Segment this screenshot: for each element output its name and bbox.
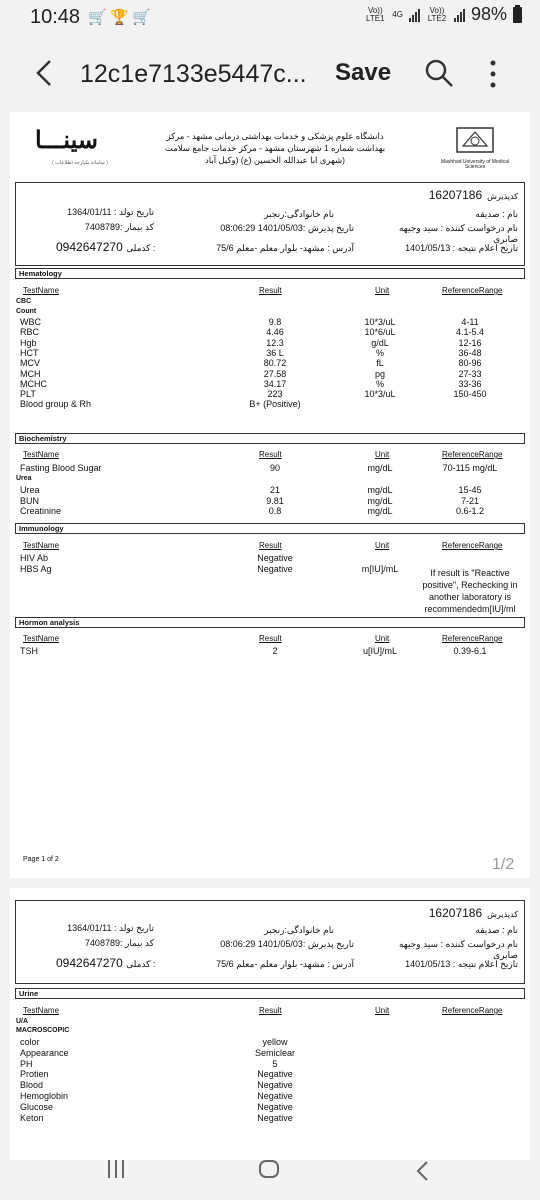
test-reference: 0.6-1.2 — [455, 506, 485, 516]
test-name: Hemoglobin — [20, 1091, 69, 1101]
patient-code: کد بیمار :7408789 — [84, 222, 154, 232]
test-unit: mg/dL — [367, 485, 393, 495]
test-result: Negative — [257, 1069, 293, 1080]
institution-line-3: (شهری ابا عبدالله الحسین (ع) (وکیل آباد — [205, 155, 345, 165]
institution-line-1: دانشگاه علوم پزشکی و خدمات بهداشتی درمانی مشهد - مرکز — [166, 131, 384, 141]
table-row — [15, 1037, 525, 1048]
test-reference: 150-450 — [453, 389, 487, 400]
test-name: Hgb — [20, 337, 37, 348]
test-name: Creatinine — [20, 506, 62, 516]
test-result: Negative — [257, 1091, 293, 1101]
test-result: 223 — [267, 389, 283, 400]
test-name: color — [20, 1037, 40, 1047]
result-date: تاریخ اعلام نتیجه : 1401/05/13 — [405, 243, 518, 253]
section-hormon-analysis: Hormon analysis — [15, 617, 525, 628]
university-emblem-icon — [435, 124, 515, 158]
test-name: TSH — [20, 646, 38, 656]
group-macroscopic: MACROSCOPIC — [16, 1027, 70, 1034]
table-row — [15, 1091, 525, 1102]
page-counter: 1/2 — [492, 856, 515, 873]
group-urea: Urea — [16, 475, 32, 482]
logo-text: سینـــا — [35, 127, 98, 154]
patient-family: نام خانوادگی:رنجبر — [264, 209, 334, 219]
test-reference: 0.39-6.1 — [453, 646, 487, 656]
section-immunology: Immunology — [15, 523, 525, 534]
test-name: Keton — [20, 1112, 44, 1123]
birth-date-2: تاریخ تولد : 1364/01/11 — [67, 923, 154, 933]
test-name: Urea — [20, 485, 40, 495]
save-button[interactable]: Save — [335, 59, 392, 86]
test-unit: 10*3/uL — [364, 389, 396, 400]
test-name: BUN — [20, 495, 40, 506]
column-headers-urine: TestName Result Unit ReferenceRange — [23, 1006, 503, 1015]
battery-icon — [513, 7, 522, 23]
test-result: Negative — [257, 553, 293, 563]
test-reference: 7-21 — [460, 495, 479, 506]
test-reference: 4-11 — [461, 317, 479, 327]
table-row — [15, 553, 525, 564]
birth-date: تاریخ تولد : 1364/01/11 — [67, 207, 154, 217]
test-unit: u[IU]/mL — [362, 646, 397, 656]
test-result: B+ (Positive) — [249, 399, 301, 410]
test-result: Negative — [257, 1101, 293, 1112]
group-count: Count — [16, 308, 37, 315]
test-name: Glucose — [20, 1101, 54, 1112]
institution-header — [145, 130, 405, 166]
recent-apps-icon[interactable] — [108, 1160, 129, 1183]
test-result: 5 — [272, 1058, 278, 1069]
network-label-1: Vo)) LTE1 — [366, 5, 385, 23]
table-row — [15, 1059, 525, 1070]
file-title: 12c1e7133e5447c... — [80, 60, 307, 88]
patient-address-2: آدرس : مشهد- بلوار معلم -معلم 75/6 — [216, 959, 354, 969]
test-result: 21 — [269, 485, 280, 495]
test-reference: 27-33 — [458, 368, 482, 379]
table-row — [15, 463, 525, 474]
test-unit: % — [375, 347, 384, 358]
admission-code-2: کدپذیرش 16207186 — [428, 906, 518, 920]
table-row — [15, 496, 525, 507]
requester: نام درخواست کننده : سید وجیهه — [398, 223, 518, 233]
result-date-2: تاریخ اعلام نتیجه : 1401/05/13 — [405, 959, 518, 969]
test-result: 4.46 — [266, 327, 284, 338]
admission-date-2: تاریخ پذیرش :1401/05/03 08:06:29 — [220, 939, 354, 949]
battery-percent: 98% — [470, 4, 507, 24]
page-footer: Page 1 of 2 — [23, 856, 59, 863]
table-row — [15, 399, 525, 410]
table-row — [15, 1048, 525, 1059]
column-headers-immunology: TestName Result Unit ReferenceRange — [23, 541, 503, 550]
table-row — [15, 1102, 525, 1113]
test-name: Blood group & Rh — [20, 399, 92, 410]
test-result: 2 — [272, 646, 278, 656]
signal-icon-2 — [454, 8, 465, 22]
patient-info-box — [15, 182, 525, 266]
table-row — [15, 485, 525, 496]
test-result: Semiclear — [254, 1047, 295, 1058]
section-biochemistry: Biochemistry — [15, 433, 525, 444]
requester-line-2: صابری — [493, 234, 518, 244]
table-row — [15, 646, 525, 657]
cart-notification-icon: 🛒 — [88, 9, 107, 26]
network-label-3: Vo)) LTE2 — [427, 5, 447, 23]
admission-code: کدپذیرش 16207186 — [428, 188, 518, 202]
section-hematology: Hematology — [15, 268, 525, 279]
test-name: HIV Ab — [20, 553, 49, 563]
test-result: 12.3 — [266, 337, 284, 348]
test-name: MCH — [20, 368, 41, 379]
app-bar — [0, 36, 540, 112]
sina-logo — [25, 126, 125, 170]
test-reference: 4.1-5.4 — [455, 327, 485, 338]
back-arrow-icon[interactable] — [30, 58, 60, 88]
test-name: WBC — [20, 317, 41, 327]
section-urine: Urine — [15, 988, 525, 999]
institution-line-2: بهداشت شماره 1 شهرستان مشهد - مرکز خدمات جامع سلامت — [164, 143, 386, 153]
patient-code-2: کد بیمار :7408789 — [84, 938, 154, 948]
test-result: 90 — [269, 463, 280, 473]
signal-icon-1 — [409, 8, 420, 22]
group-ua: U/A — [16, 1018, 29, 1025]
pdf-page-2[interactable] — [10, 888, 530, 1160]
test-name: MCHC — [20, 378, 47, 389]
status-time: 10:48 — [30, 6, 81, 28]
table-row — [15, 1069, 525, 1080]
admission-date: تاریخ پذیرش :1401/05/03 08:06:29 — [220, 223, 354, 233]
pdf-page-1[interactable] — [10, 112, 530, 878]
test-name: PLT — [20, 389, 36, 400]
patient-family-2: نام خانوادگی:رنجبر — [264, 925, 334, 935]
search-icon[interactable] — [424, 58, 454, 88]
test-unit: pg — [374, 368, 385, 379]
test-name: MCV — [20, 358, 40, 369]
column-headers-hematology: TestName Result Unit ReferenceRange — [23, 286, 503, 295]
group-cbc: CBC — [16, 298, 32, 305]
test-result: 34.17 — [263, 378, 287, 389]
nav-back-icon[interactable] — [415, 1160, 429, 1182]
test-unit: 10*6/uL — [364, 327, 396, 338]
column-headers-biochemistry: TestName Result Unit ReferenceRange — [23, 450, 503, 459]
trophy-notification-icon: 🏆 — [110, 9, 129, 26]
patient-name-2: نام : صدیقه — [475, 925, 518, 935]
national-code: 0942647270 کدملی : — [56, 240, 156, 254]
test-unit: mg/dL — [367, 506, 393, 516]
test-result: 9.81 — [266, 495, 284, 506]
university-logo — [435, 124, 515, 174]
test-reference: 36-48 — [458, 347, 482, 358]
table-row — [15, 1080, 525, 1091]
patient-info-box-2 — [15, 900, 525, 984]
test-unit: mg/dL — [367, 463, 393, 473]
patient-name: نام : صدیقه — [475, 209, 518, 219]
national-code-2: 0942647270 کدملی : — [56, 956, 156, 970]
test-unit: m[IU]/mL — [361, 564, 399, 574]
test-reference: 70-115 mg/dL — [442, 463, 498, 473]
test-unit: % — [375, 378, 384, 389]
test-result: yellow — [262, 1037, 288, 1047]
hbs-reference-note: If result is "Reactive positive", Rechecking in another laboratory is recommendedm[IU]/ml — [422, 568, 518, 614]
network-label-2: 4G — [392, 9, 403, 19]
test-result: Negative — [257, 1080, 293, 1091]
more-options-icon[interactable] — [486, 58, 500, 90]
test-name: Protien — [20, 1069, 49, 1080]
test-result: 9.8 — [268, 317, 282, 327]
test-result: 27.58 — [263, 368, 287, 379]
patient-address: آدرس : مشهد- بلوار معلم -معلم 75/6 — [216, 243, 354, 253]
test-unit: 10*3/uL — [364, 317, 396, 327]
test-result: 36 L — [266, 347, 284, 358]
test-unit: fL — [376, 358, 384, 369]
cart-notification-icon-2: 🛒 — [132, 9, 151, 26]
test-name: HCT — [20, 347, 39, 358]
home-icon[interactable] — [259, 1160, 279, 1178]
navigation-bar — [0, 1160, 540, 1200]
test-reference: 33-36 — [458, 378, 482, 389]
test-name: RBC — [20, 327, 40, 338]
requester-2: نام درخواست کننده : سید وجیهه — [398, 939, 518, 949]
status-bar — [0, 0, 540, 36]
test-reference: 12-16 — [458, 337, 482, 348]
test-result: 0.8 — [268, 506, 282, 516]
column-headers-hormon: TestName Result Unit ReferenceRange — [23, 634, 503, 643]
table-row — [15, 506, 525, 517]
test-reference: 80-96 — [458, 358, 482, 369]
test-result: Negative — [257, 564, 293, 574]
test-reference: 15-45 — [458, 485, 482, 495]
test-result: 80.72 — [263, 358, 287, 369]
test-name: Fasting Blood Sugar — [20, 463, 102, 473]
test-unit: mg/dL — [367, 495, 393, 506]
table-row — [15, 1113, 525, 1124]
test-name: HBS Ag — [20, 564, 52, 574]
university-label: Mashhad University of Medical Sciences — [440, 159, 510, 170]
test-result: Negative — [257, 1112, 293, 1123]
logo-subtitle: ( سامانه یکپارچه اطلاعات ) — [52, 160, 108, 166]
test-unit: g/dL — [371, 337, 389, 348]
test-name: PH — [20, 1058, 33, 1069]
test-name: Appearance — [20, 1047, 69, 1058]
test-name: Blood — [20, 1080, 44, 1091]
requester-line-2-p2: صابری — [493, 950, 518, 960]
